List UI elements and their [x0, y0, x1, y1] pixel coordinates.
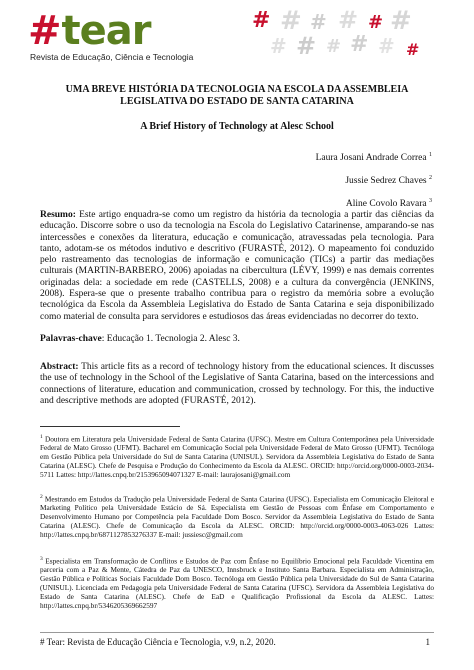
- resumo-paragraph: [40, 210, 434, 323]
- abstract-label: Abstract:: [40, 362, 79, 372]
- footnote-text: Especialista em Transformação de Conflitos e Estudos de Paz com Ênfase no Equilíbrio Emocional pela Faculdade Vicentina em parceria com a Paz & Mente, Cátedra de Paz da UNESCO, Innsbruck e Instituto Santa Barbara. Especialista em Administração, Gestão Pública e Políticas Sociais Faculdade Dom Bosco. Tecnóloga em Gestão Pública pela Universidade do Sul de Santa Catarina (UNISUL). Licenciada em Pedagogia pela Universidade Federal de Santa Catarina (UFSC). Servidora da Assembleia Legislativa do Estado de Santa Catarina (ALESC). Chefe de EaD e Qualificação Profissional da Escola da ALESC. Lattes: http://lattes.cnpq.br/5346205369662597: [40, 556, 434, 610]
- resumo-label: Resumo:: [40, 210, 76, 220]
- pattern-hash-icon: #: [296, 32, 317, 60]
- abstract-text: This article fits as a record of technology history from the educational sciences. It discusses the use of technology in the School of the Legislative of Santa Catarina, based on the intercessions and connections of literature, education and communication, crossed by technology. For this, the inductive and descriptive methods are adopted (FURASTÉ, 2012).: [40, 362, 434, 406]
- footnote-marker: 1: [429, 152, 432, 158]
- page-number: 1: [425, 637, 430, 647]
- footnote: [40, 433, 434, 480]
- footnote: [40, 555, 434, 611]
- footnote: [40, 493, 434, 540]
- author-name: Aline Covolo Ravara: [345, 199, 427, 210]
- keywords-text: : Educação 1. Tecnologia 2. Alesc 3.: [101, 334, 240, 344]
- pattern-hash-icon: #: [390, 6, 412, 36]
- footnote-separator: [40, 426, 180, 427]
- paper-subtitle: A Brief History of Technology at Alesc School: [140, 121, 334, 132]
- footer-citation: # Tear: Revista de Educação Ciência e Tecnologia, v.9, n.2, 2020.: [40, 637, 276, 647]
- pattern-hash-icon: #: [378, 34, 395, 58]
- footnote-marker: 3: [429, 198, 432, 205]
- pattern-hash-icon: #: [326, 36, 342, 57]
- keywords-paragraph: [40, 334, 434, 344]
- author-line: [316, 168, 432, 191]
- resumo-text: Este artigo enquadra-se como um registro da história da tecnologia a partir das ciências da educação. Discorre sobre o uso da tecnologia na Escola do Legislativo Catarinense, amparando-se nas intercessões e conexões da literatura, educação e comunicação, atravessadas pela tecnologia. Para tanto, adotam-se os métodos indutivo e descritivo (FURASTÉ, 2012). O mapeamento foi conduzido pelo rastreamento das tecnologias de informação e comunicação (TICs) a partir das mediações culturais (MARTIN-BARBERO, 2006) apoiadas na cibercultura (LÉVY, 1999) e nas demais correntes originadas dela: a sociedade em rede (CASTELLS, 2008) e a cultura da convergência (JENKINS, 2008). Espera-se que o presente trabalho contribua para o registro da memória sobre a evolução tecnológica da Escola da Assembleia Legislativa do Estado de Santa Catarina e seja disponibilizado como material de consulta para servidores e estudiosos das áreas evidenciadas no decorrer do texto.: [40, 210, 434, 322]
- pattern-hash-icon: #: [310, 10, 327, 34]
- paper-title: UMA BREVE HISTÓRIA DA TECNOLOGIA NA ESCOLA DA ASSEMBLEIA LEGISLATIVA DO ESTADO DE SANTA CATARINA: [65, 84, 409, 107]
- footer-separator: [40, 632, 434, 633]
- footnote-text: Mestrando em Estudos da Tradução pela Universidade Federal de Santa Catarina (UFSC). Especialista em Comunicação Eleitoral e Marketing Político pela Universidade Estácio de Sá. Especialista em Gestão de Pessoas com Ênfase em Comportamento e Desenvolvimento Humano por Competência pela Faculdade Dom Bosco. Servidor da Assembleia Legislativa do Estado de Santa Catarina (ALESC). Chefe de Comunicação da Escola da ALESC. ORCID: http://orcid.org/0000-0003-4063-026 Lattes: http://lattes.cnpq.br/6871127853276337 E-mail: jussiesc@gmail.com: [40, 494, 434, 540]
- author-name: Jussie Sedrez Chaves: [345, 176, 427, 187]
- abstract-paragraph: [40, 362, 434, 407]
- pattern-hash-icon: #: [406, 40, 420, 59]
- author-name: Laura Josani Andrade Correa: [315, 153, 427, 164]
- footnote-marker: 2: [429, 175, 432, 182]
- hash-pattern-decoration: [250, 8, 440, 66]
- journal-header: [0, 0, 474, 72]
- pattern-hash-icon: #: [338, 6, 359, 34]
- logo-hash-icon: #: [28, 8, 62, 54]
- journal-logo: [28, 10, 150, 52]
- journal-subtitle: Revista de Educação, Ciência e Tecnologia: [30, 52, 194, 62]
- author-list: [316, 145, 432, 214]
- pattern-hash-icon: #: [368, 12, 384, 33]
- footnote-number: 1: [40, 434, 43, 440]
- pattern-hash-icon: #: [280, 6, 302, 36]
- logo-wordmark: tear: [61, 8, 151, 54]
- keywords-label: Palavras-chave: [40, 334, 102, 344]
- pattern-hash-icon: #: [350, 32, 369, 57]
- footnote-text: Doutora em Literatura pela Universidade Federal de Santa Catarina (UFSC). Mestre em Cultura Contemporânea pela Universidade Federal de Mato Grosso (UFMT). Bacharel em Comunicação Social pela Universidade Federal de Mato Grosso (UFMT). Tecnóloga em Gestão Pública pela Universidade do Sul de Santa Catarina (UNISUL). Servidora da Assembleia Legislativa do Estado de Santa Catarina (ALESC). Chefe de Pesquisa e Produção do Conhecimento da Escola da ALESC. ORCID: http://orcid.org/0000-0003-2034-5711 Lattes: http://lattes.cnpq.br/2153965094071327 E-mail: laurajosani@gmail.com: [40, 434, 434, 480]
- footnote-number: 3: [40, 556, 43, 562]
- pattern-hash-icon: #: [270, 34, 287, 58]
- footnote-number: 2: [40, 494, 43, 500]
- author-line: [316, 145, 432, 168]
- pattern-hash-icon: #: [252, 8, 271, 33]
